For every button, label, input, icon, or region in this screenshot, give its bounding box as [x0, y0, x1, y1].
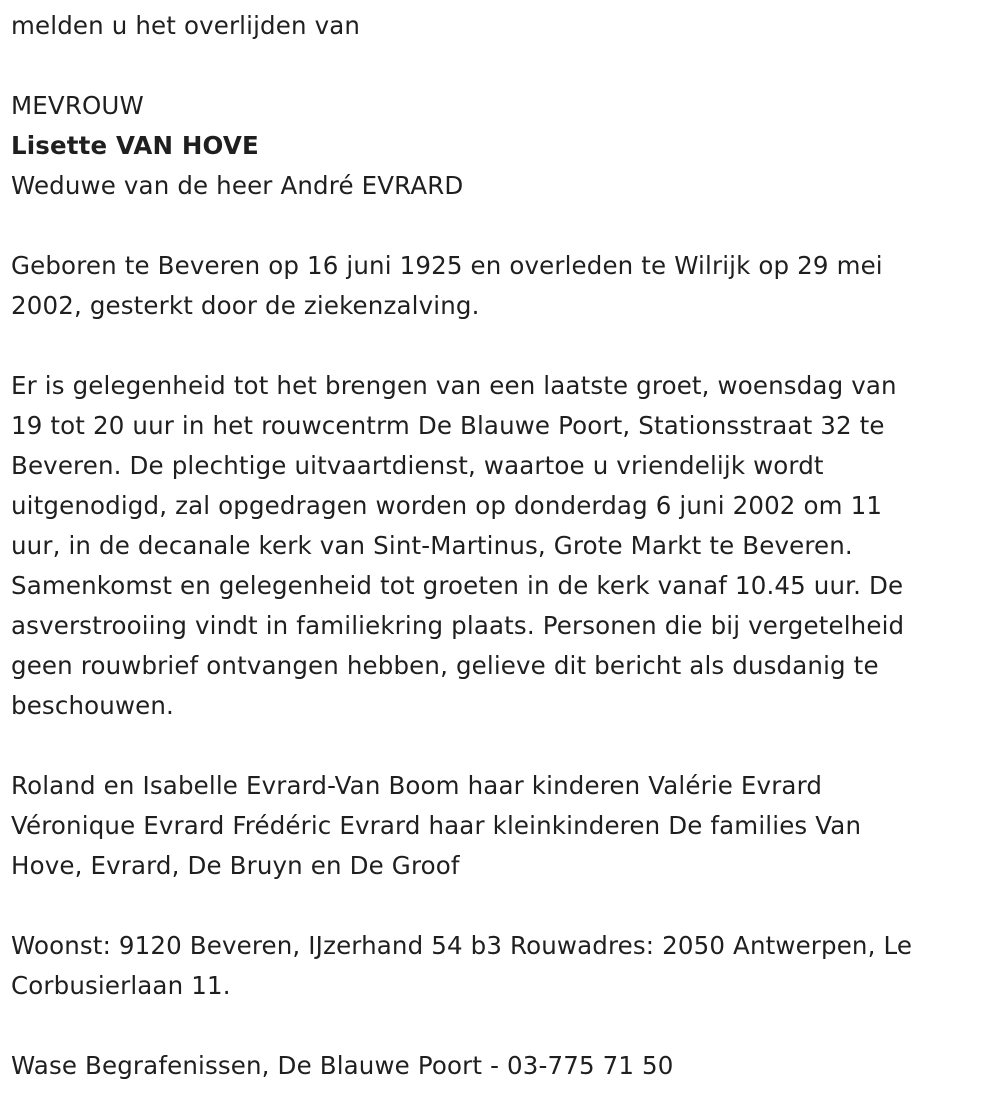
paragraph-line: Samenkomst en gelegenheid tot groeten in de kerk vanaf 10.45 uur. De	[11, 571, 904, 600]
paragraph-line: Woonst: 9120 Beveren, IJzerhand 54 b3 Rouwadres: 2050 Antwerpen, Le	[11, 931, 913, 960]
spacer	[11, 726, 986, 766]
paragraph-line: Geboren te Beveren op 16 juni 1925 en overleden te Wilrijk op 29 mei	[11, 251, 883, 280]
paragraph-line: Corbusierlaan 11.	[11, 971, 231, 1000]
birth-death-paragraph	[11, 246, 986, 326]
honorific: MEVROUW	[11, 91, 144, 120]
paragraph-line: Véronique Evrard Frédéric Evrard haar kleinkinderen De families Van	[11, 811, 862, 840]
paragraph-line: Hove, Evrard, De Bruyn en De Groof	[11, 851, 460, 880]
paragraph-line: 2002, gesterkt door de ziekenzalving.	[11, 291, 480, 320]
deceased-name: Lisette VAN HOVE	[11, 131, 259, 160]
paragraph-line: uur, in de decanale kerk van Sint-Martinus, Grote Markt te Beveren.	[11, 531, 853, 560]
spacer	[11, 326, 986, 366]
paragraph-line: 19 tot 20 uur in het rouwcentrm De Blauwe Poort, Stationsstraat 32 te	[11, 411, 885, 440]
family-paragraph	[11, 766, 986, 886]
ceremony-paragraph	[11, 366, 986, 726]
widow-of-text: Weduwe van de heer André EVRARD	[11, 171, 464, 200]
paragraph-line: Beveren. De plechtige uitvaartdienst, waartoe u vriendelijk wordt	[11, 451, 824, 480]
paragraph-line: Er is gelegenheid tot het brengen van een laatste groet, woensdag van	[11, 371, 897, 400]
spacer	[11, 1006, 986, 1046]
funeral-home-contact: Wase Begrafenissen, De Blauwe Poort - 03-775 71 50	[11, 1051, 674, 1080]
intro-text: melden u het overlijden van	[11, 11, 361, 40]
paragraph-line: uitgenodigd, zal opgedragen worden op donderdag 6 juni 2002 om 11	[11, 491, 883, 520]
spacer	[11, 46, 986, 86]
paragraph-line: geen rouwbrief ontvangen hebben, gelieve dit bericht als dusdanig te	[11, 651, 879, 680]
spacer	[11, 886, 986, 926]
address-paragraph	[11, 926, 986, 1006]
death-notice	[11, 6, 986, 1086]
spacer	[11, 206, 986, 246]
paragraph-line: asverstrooiing vindt in familiekring plaats. Personen die bij vergetelheid	[11, 611, 905, 640]
paragraph-line: Roland en Isabelle Evrard-Van Boom haar kinderen Valérie Evrard	[11, 771, 823, 800]
paragraph-line: beschouwen.	[11, 691, 174, 720]
